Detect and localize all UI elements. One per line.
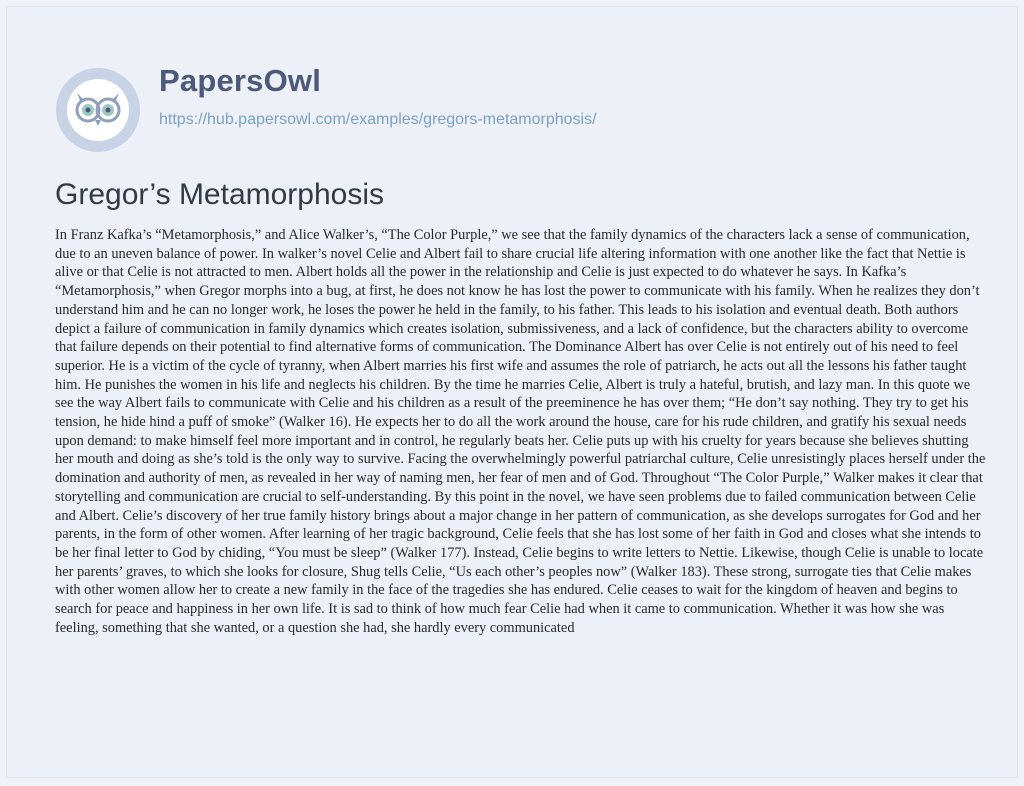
owl-logo-icon[interactable] bbox=[55, 67, 141, 153]
site-header bbox=[7, 7, 1017, 167]
owl-logo-graphic bbox=[55, 67, 141, 153]
brand-name[interactable]: PapersOwl bbox=[159, 63, 322, 98]
article-url-link[interactable]: https://hub.papersowl.com/examples/gregors-metamorphosis/ bbox=[159, 111, 597, 128]
article-title: Gregor’s Metamorphosis bbox=[55, 178, 385, 211]
page bbox=[6, 6, 1018, 778]
article-body: In Franz Kafka’s “Metamorphosis,” and Alice Walker’s, “The Color Purple,” we see that the family dynamics of the characters lack a sense of communication, due to an uneven balance of power. In walker’s novel Celie and Albert fail to share crucial life altering information with one another like the fact that Nettie is alive or that Celie is not attracted to men. Albert holds all the power in the relationship and Celie is just expected to do whatever he says. In Kafka’s “Metamorphosis,” when Gregor morphs into a bug, at first, he does not know he has lost the power to communicate with his family. When he realizes they don’t understand him and he can no longer work, he loses the power he held in the family, to his father. This leads to his isolation and eventual death. Both authors depict a failure of communication in family dynamics which creates isolation, submissiveness, and a lack of confidence, but the characters ability to overcome that failure depends on their potential to find alternative forms of communication. The Dominance Albert has over Celie is not entirely out of his need to feel superior. He is a victim of the cycle of tyranny, when Albert marries his first wife and assumes the role of patriarch, he acts out all the lessons his father taught him. He punishes the women in his life and neglects his children. By the time he marries Celie, Albert is truly a hateful, brutish, and lazy man. In this quote we see the way Albert fails to communicate with Celie and his children as a result of the preeminence he has over them; “He don’t say nothing. They try to get his tension, he hide hind a puff of smoke” (Walker 16). He expects her to do all the work around the house, care for his rude children, and gratify his sexual needs upon demand: to make himself feel more important and in control, he regularly beats her. Celie puts up with his cruelty for years because she believes shutting her mouth and doing as she’s told is the only way to survive. Facing the overwhelmingly powerful patriarchal culture, Celie unresistingly places herself under the domination and authority of men, as revealed in her way of naming men, her fear of men and of God. Throughout “The Color Purple,” Walker makes it clear that storytelling and communication are crucial to self-understanding. By this point in the novel, we have seen problems due to failed communication between Celie and Albert. Celie’s discovery of her true family history brings about a major change in her pattern of communication, as she develops surrogates for God and her parents, in the form of other women. After learning of her tragic background, Celie feels that she has lost some of her faith in God and closes what she intends to be her final letter to God by chiding, “You must be sleep” (Walker 177). Instead, Celie begins to write letters to Nettie. Likewise, though Celie is unable to locate her parents’ graves, to which she looks for closure, Shug tells Celie, “Us each other’s peoples now” (Walker 183). These strong, surrogate ties that Celie makes with other women allow her to create a new family in the face of the tragedies she has endured. Celie ceases to wait for the kingdom of heaven and begins to search for peace and happiness in her own life. It is sad to think of how much fear Celie had when it came to communication. Whether it was how she was feeling, something that she wanted, or a question she had, she hardly every communicated bbox=[55, 227, 986, 636]
